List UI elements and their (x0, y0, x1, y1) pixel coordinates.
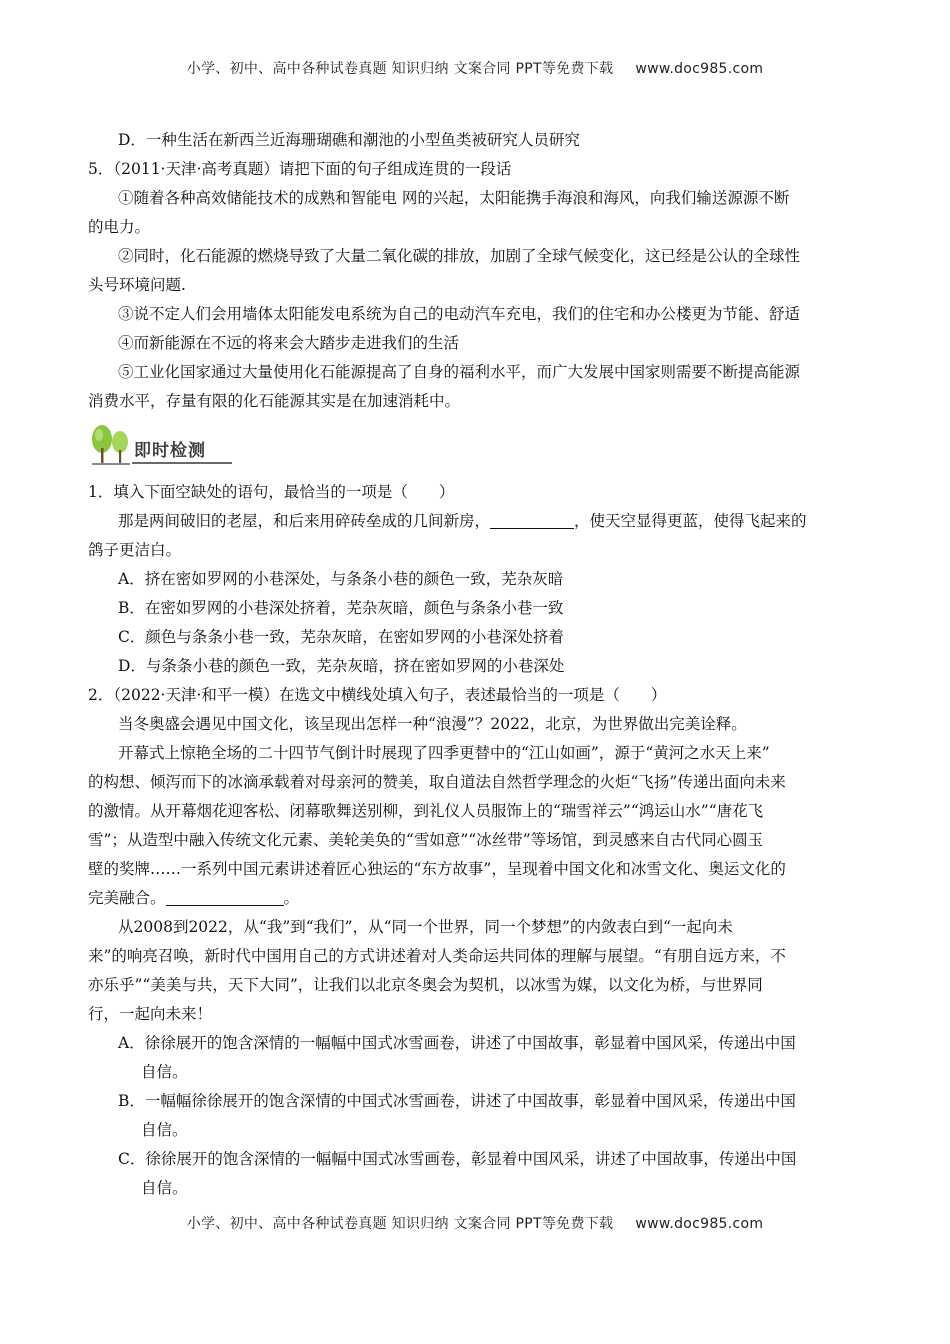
q1-passage-end: 鸽子更洁白。 (88, 541, 182, 559)
page-header (0, 58, 950, 78)
q2-option-b: B．一幅幅徐徐展开的饱含深情的中国式冰雪画卷，讲述了中国故事，彰显着中国风采，传递出中国 (118, 1092, 796, 1110)
q5-line: ⑤工业化国家通过大量使用化石能源提高了自身的福利水平，而广大发展中国家则需要不断提高能源 (118, 363, 801, 381)
q2-paragraph: 雪”；从造型中融入传统文化元素、美轮美奂的“雪如意”“冰丝带”等场馆，到灵感来自古代同心圆玉 (88, 831, 764, 849)
fill-blank (166, 887, 284, 906)
q5-line: 头号环境问题. (88, 276, 186, 294)
footer-url[interactable]: www.doc985.com (635, 1216, 764, 1232)
q2-paragraph: 行，一起向未来！ (88, 1005, 213, 1023)
q2-option-c-cont: 自信。 (141, 1179, 188, 1197)
page-footer (0, 1213, 950, 1233)
q2-option-a-cont: 自信。 (141, 1063, 188, 1081)
q2-paragraph: 亦乐乎”“美美与共，天下大同”，让我们以北京冬奥会为契机，以冰雪为媒，以文化为桥，与世界同 (88, 976, 763, 994)
q1-passage-part: ，使天空显得更蓝，使得飞起来的 (574, 512, 807, 530)
fill-blank (490, 510, 574, 529)
q2-option-b-cont: 自信。 (141, 1121, 188, 1139)
q2-option-c: C．徐徐展开的饱含深情的一幅幅中国式冰雪画卷，彰显着中国风采，讲述了中国故事，传递出中国 (118, 1150, 797, 1168)
q5-line: ①随着各种高效储能技术的成熟和智能电 网的兴起，太阳能携手海浪和海风，向我们输送源源不断 (118, 189, 790, 207)
question-1 (88, 478, 864, 681)
q1-option-d: D．与条条小巷的颜色一致，芜杂灰暗，挤在密如罗网的小巷深处 (118, 657, 565, 675)
document-body (88, 126, 864, 1203)
q2-option-a: A．徐徐展开的饱含深情的一幅幅中国式冰雪画卷，讲述了中国故事，彰显着中国风采，传递出中国 (118, 1034, 796, 1052)
q5-stem: 5．（2011·天津·高考真题）请把下面的句子组成连贯的一段话 (88, 160, 512, 178)
q1-option-b: B．在密如罗网的小巷深处挤着，芜杂灰暗，颜色与条条小巷一致 (118, 599, 564, 617)
q2-paragraph: 的激情。从开幕烟花迎客松、闭幕歌舞送别柳，到礼仪人员服饰上的“瑞雪祥云”“鸿运山水”“唐花飞 (88, 802, 764, 820)
section-title: 即时检测 (134, 441, 206, 461)
q2-text: 完美融合。 (88, 889, 166, 907)
q2-text: 。 (283, 889, 300, 907)
q5-line: 消费水平，存量有限的化石能源其实是在加速消耗中。 (88, 392, 461, 410)
q2-paragraph: 来”的响亮召唤，新时代中国用自己的方式讲述着对人类命运共同体的理解与展望。“有朋自远方来，不 (88, 947, 786, 965)
header-url[interactable]: www.doc985.com (635, 61, 764, 77)
q1-option-c: C．颜色与条条小巷一致，芜杂灰暗，在密如罗网的小巷深处挤着 (118, 628, 564, 646)
q2-paragraph: 当冬奥盛会遇见中国文化，该呈现出怎样一种“浪漫”？2022，北京，为世界做出完美诠释。 (118, 715, 747, 733)
q5-line: ③说不定人们会用墙体太阳能发电系统为自己的电动汽车充电，我们的住宅和办公楼更为节能、舒适 (118, 305, 801, 323)
tree-icon (88, 422, 134, 468)
q1-passage-part: 那是两间破旧的老屋，和后来用碎砖垒成的几间新房， (118, 512, 491, 530)
q5-line: ④而新能源在不远的将来会大踏步走进我们的生活 (118, 334, 460, 352)
footer-text: 小学、初中、高中各种试卷真题 知识归纳 文案合同 PPT等免费下载 (186, 1216, 614, 1232)
q5-line: ②同时，化石能源的燃烧导致了大量二氧化碳的排放，加剧了全球气候变化，这已经是公认的全球性 (118, 247, 801, 265)
q2-paragraph: 的构想、倾泻而下的冰滴承载着对母亲河的赞美，取自道法自然哲学理念的火炬“飞扬”传递出面向未来 (88, 773, 786, 791)
q2-paragraph: 壁的奖牌……一系列中国元素讲述着匠心独运的“东方故事”，呈现着中国文化和冰雪文化、奥运文化的 (88, 860, 786, 878)
header-text: 小学、初中、高中各种试卷真题 知识归纳 文案合同 PPT等免费下载 (186, 61, 614, 77)
q2-paragraph-last (88, 884, 864, 913)
section-banner (88, 422, 864, 470)
prev-option-d: D．一种生活在新西兰近海珊瑚礁和潮池的小型鱼类被研究人员研究 (118, 131, 580, 149)
q2-stem: 2．（2022·天津·和平一模）在选文中横线处填入句子，表述最恰当的一项是（ ） (88, 686, 667, 704)
q5-line: 的电力。 (88, 218, 151, 236)
question-5 (88, 155, 864, 416)
section-divider (132, 462, 232, 464)
q1-passage (88, 507, 864, 536)
q2-paragraph: 从2008到2022，从“我”到“我们”，从“同一个世界，同一个梦想”的内敛表白到“一起向未 (118, 918, 733, 936)
q2-paragraph: 开幕式上惊艳全场的二十四节气倒计时展现了四季更替中的“江山如画”，源于“黄河之水天上来” (118, 744, 770, 762)
q1-stem: 1．填入下面空缺处的语句，最恰当的一项是（ ） (88, 483, 455, 501)
question-2 (88, 681, 864, 1203)
q1-option-a: A．挤在密如罗网的小巷深处，与条条小巷的颜色一致，芜杂灰暗 (118, 570, 564, 588)
